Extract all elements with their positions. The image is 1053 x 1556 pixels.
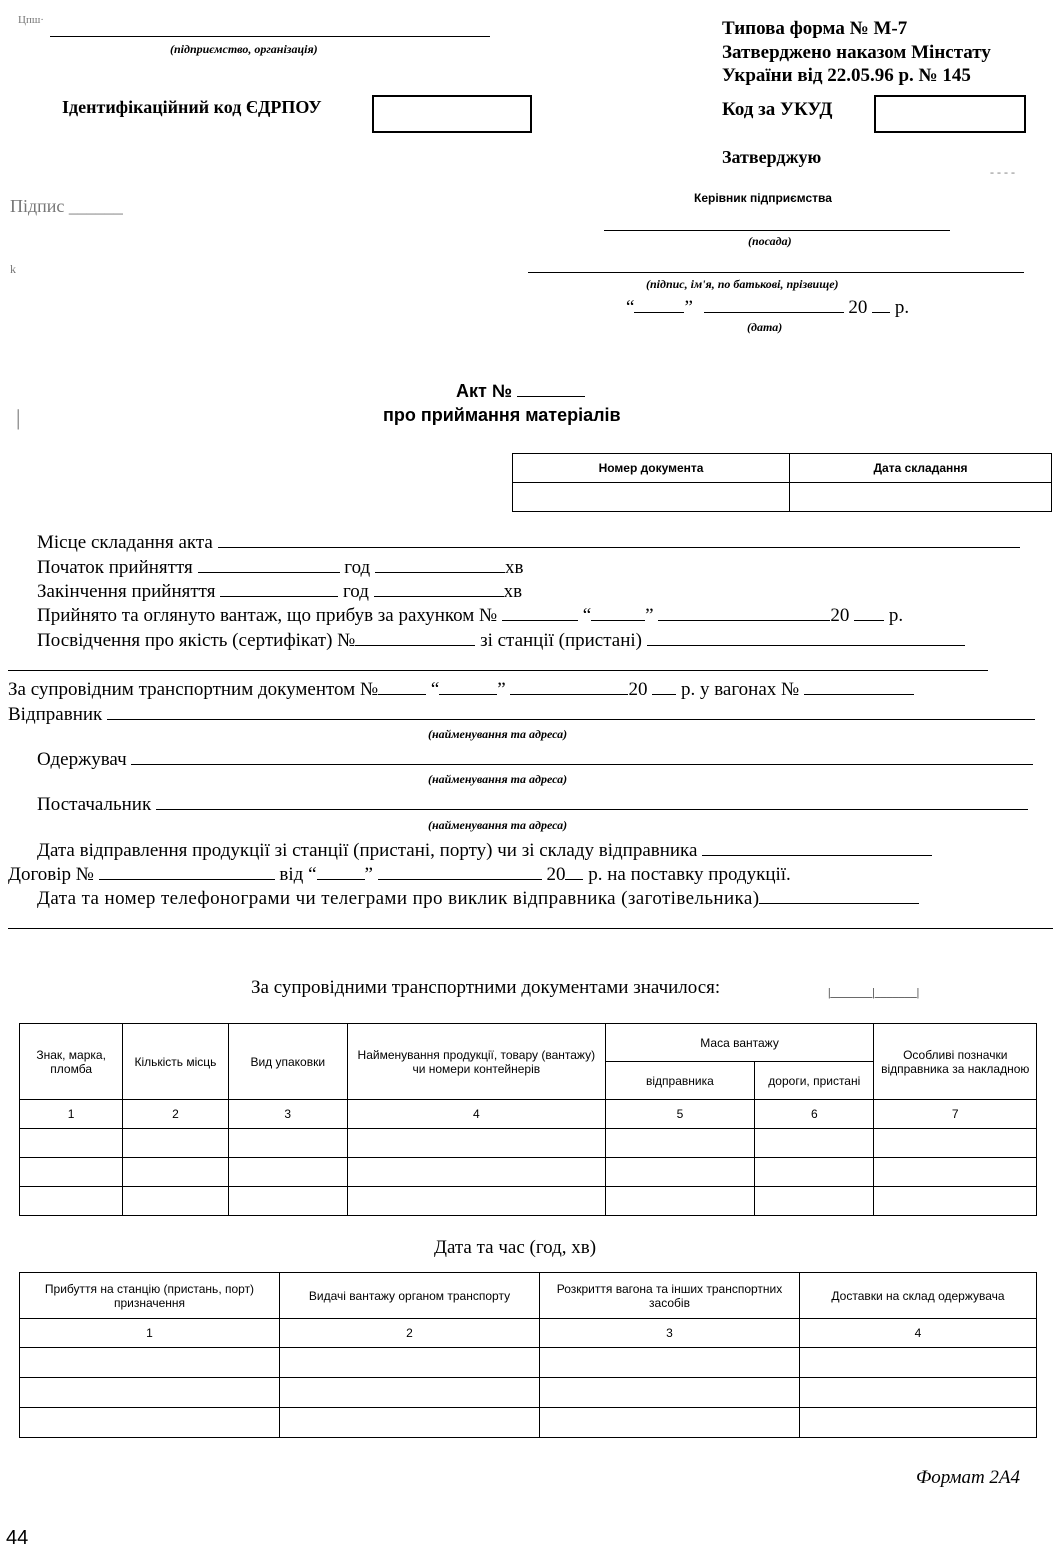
table-cell[interactable] [228,1187,347,1216]
arrival-header: Прибуття на станцію (пристань, порт) призначення [20,1273,280,1319]
col-number: 2 [123,1100,228,1129]
table-cell[interactable] [755,1158,874,1187]
sender-caption: (найменування та адреса) [428,727,568,741]
col-product-header: Найменування продукції, товару (вантажу) чи номери контейнерів [347,1024,605,1100]
table-cell[interactable] [874,1129,1037,1158]
act-subtitle: про приймання матеріалів [383,405,621,425]
dispatch-date-line: Дата відправлення продукції зі станції (пристані, порту) чи зі складу відправника [37,839,932,862]
table-cell[interactable] [20,1129,123,1158]
table-cell[interactable] [605,1129,754,1158]
head-label: Керівник підприємства [694,191,832,205]
section2-title: Дата та час (год, хв) [434,1237,597,1258]
col-number: 1 [20,1319,280,1348]
table-cell[interactable] [605,1187,754,1216]
table-row [20,1187,1037,1216]
position-caption: (посада) [748,234,792,248]
table-row [20,1378,1037,1408]
table-cell[interactable] [123,1187,228,1216]
table-cell[interactable] [20,1378,280,1408]
act-title: Акт № [456,381,585,402]
table-cell[interactable] [347,1129,605,1158]
cargo-table [19,1023,1037,1216]
table-cell[interactable] [20,1408,280,1438]
scan-mark: Підпис ______ [10,196,123,216]
start-line: Початок прийняття год хв [37,557,524,578]
scan-mark: Цпш· [18,14,44,26]
col-notes-header: Особливі позначки відправника за накладною [874,1024,1037,1100]
scan-mark: - - - - [990,165,1015,179]
form-type: Типова форма № М-7 [722,18,908,39]
accepted-line: Прийнято та оглянуто вантаж, що прибув за рахунком № “ ” 20 р. [37,605,904,626]
doc-number-header: Номер документа [513,454,790,483]
table-cell[interactable] [20,1348,280,1378]
page-number: 44 [6,1527,29,1549]
approved-line1: Затверджено наказом Мінстату [722,42,991,63]
end-line: Закінчення прийняття год хв [37,581,523,602]
col-number: 5 [605,1100,754,1129]
col-number: 1 [20,1100,123,1129]
col-places-header: Кількість місць [123,1024,228,1100]
table-cell[interactable] [540,1378,800,1408]
table-cell[interactable] [123,1129,228,1158]
col-number: 3 [540,1319,800,1348]
doc-number-cell[interactable] [513,483,790,512]
table-cell[interactable] [800,1348,1037,1378]
table-cell[interactable] [228,1129,347,1158]
telephonogram-line: Дата та номер телефонограми чи телеграми про виклик відправника (заготівельника) [37,887,919,910]
col-number: 6 [755,1100,874,1129]
col-number: 7 [874,1100,1037,1129]
edrpou-box[interactable] [372,95,532,133]
table-cell[interactable] [605,1158,754,1187]
ukud-label: Код за УКУД [722,99,833,120]
table-cell[interactable] [800,1378,1037,1408]
recipient-caption: (найменування та адреса) [428,772,568,786]
approve-word: Затверджую [722,147,822,167]
enterprise-caption: (підприємство, організація) [170,42,318,56]
table-row [20,1129,1037,1158]
table-row [20,1348,1037,1378]
table-cell[interactable] [540,1348,800,1378]
quality-line: Посвідчення про якість (сертифікат) № зі станції (пристані) [37,629,965,652]
table-cell[interactable] [755,1187,874,1216]
table-cell[interactable] [280,1348,540,1378]
body-end-line [8,928,1053,929]
col-number: 4 [800,1319,1037,1348]
col-mass-road-header: дороги, пристані [755,1062,874,1100]
enterprise-line [50,36,490,37]
datetime-table [19,1272,1037,1438]
separator-line [8,670,988,671]
edrpou-label: Ідентифікаційний код ЄДРПОУ [62,97,322,117]
scan-mark: | [16,405,21,430]
position-line [604,230,950,231]
doc-number-table [512,453,1052,512]
col-mass-header: Маса вантажу [605,1024,874,1062]
scan-mark: k [10,262,16,276]
table-cell[interactable] [874,1187,1037,1216]
format-label: Формат 2А4 [916,1467,1021,1488]
table-cell[interactable] [280,1378,540,1408]
date-caption: (дата) [747,320,783,334]
sender-line: Відправник [8,703,1035,726]
table-cell[interactable] [280,1408,540,1438]
table-cell[interactable] [755,1129,874,1158]
table-cell[interactable] [123,1158,228,1187]
signature-line [528,272,1024,273]
recipient-line: Одержувач [37,748,1033,771]
table-cell[interactable] [20,1158,123,1187]
approval-date: “ ” 20 р. [626,297,910,318]
issue-header: Видачі вантажу органом транспорту [280,1273,540,1319]
delivery-header: Доставки на склад одержувача [800,1273,1037,1319]
table-cell[interactable] [20,1187,123,1216]
approved-line2: України від 22.05.96 р. № 145 [722,65,971,86]
table-cell[interactable] [874,1158,1037,1187]
doc-date-header: Дата складання [790,454,1052,483]
table-cell[interactable] [540,1408,800,1438]
table-cell[interactable] [228,1158,347,1187]
transport-doc-line: За супровідним транспортним документом № “ ” 20 р. у вагонах № [8,678,914,701]
doc-date-cell[interactable] [790,483,1052,512]
col-package-header: Вид упаковки [228,1024,347,1100]
opening-header: Розкриття вагона та інших транспортних засобів [540,1273,800,1319]
supplier-caption: (найменування та адреса) [428,818,568,832]
section1-title: За супровідними транспортними документами значилося: [251,977,721,998]
table-row [20,1408,1037,1438]
place-line: Місце складання акта [37,531,1020,554]
col-mass-sender-header: відправника [605,1062,754,1100]
signature-caption: (підпис, ім'я, по батькові, прізвище) [646,277,839,291]
ukud-box[interactable] [874,95,1026,133]
col-number: 2 [280,1319,540,1348]
contract-line: Договір № від “ ” 20 р. на поставку продукції. [8,864,791,885]
table-cell[interactable] [347,1187,605,1216]
table-cell[interactable] [800,1408,1037,1438]
supplier-line: Постачальник [37,793,1028,816]
scan-mark: |_______|_______| [828,985,920,999]
table-row [20,1158,1037,1187]
col-number: 4 [347,1100,605,1129]
col-mark-header: Знак, марка, пломба [20,1024,123,1100]
col-number: 3 [228,1100,347,1129]
table-cell[interactable] [347,1158,605,1187]
